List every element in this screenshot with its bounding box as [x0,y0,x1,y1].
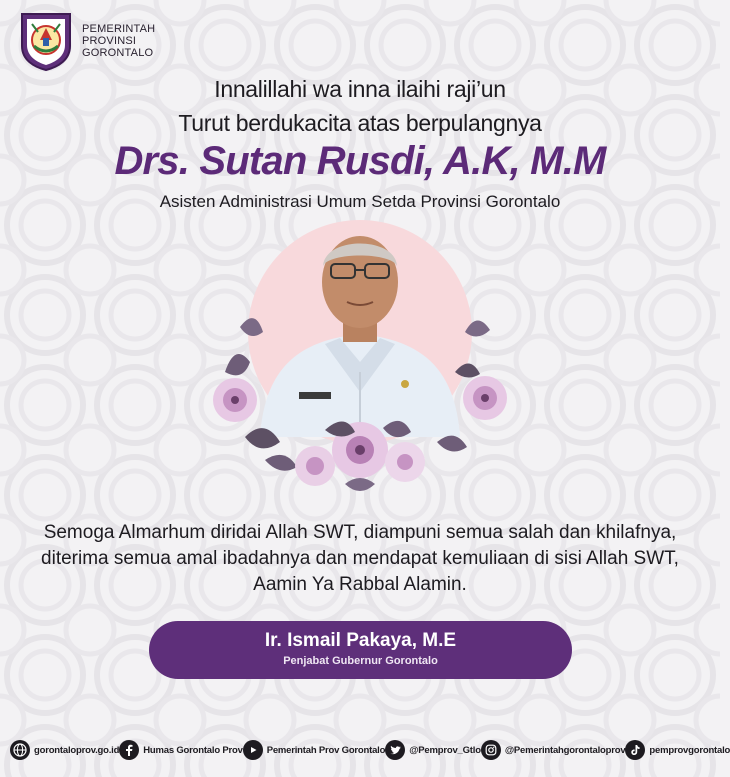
globe-icon [10,740,30,760]
footer-instagram[interactable] [481,740,626,760]
prayer-text [0,520,720,598]
twitter-icon [385,740,405,760]
portrait-with-flowers [205,222,515,512]
footer-label: gorontaloprov.go.id [34,744,120,756]
provincial-emblem-icon [18,10,74,72]
prayer-line: Semoga Almarhum diridai Allah SWT, diampuni semua salah dan khilafnya, [43,522,677,543]
footer-label: pemprovgorontalo [649,744,730,756]
tiktok-icon [625,740,645,760]
signer-banner [149,621,572,679]
signer-title: Penjabat Gubernur Gorontalo [283,655,438,667]
footer-tiktok[interactable] [625,740,730,760]
footer-label: Pemerintah Prov Gorontalo [266,744,386,756]
logo-line: PEMERINTAH [82,23,156,35]
footer-twitter[interactable] [385,740,481,760]
prayer-line: Aamin Ya Rabbal Alamin. [253,574,467,595]
social-footer [10,738,730,762]
signer-name: Ir. Ismail Pakaya, M.E [264,630,457,651]
facebook-icon [119,740,139,760]
logo-text [82,23,155,59]
footer-facebook[interactable] [119,740,242,760]
prayer-line: diterima semua amal ibadahnya dan mendapat kemuliaan di sisi Allah SWT, [41,548,679,569]
condolence-opening: Innalillahi wa inna ilaihi raji’un [214,76,506,102]
footer-label: Humas Gorontalo Prov [143,744,243,756]
footer-youtube[interactable] [243,740,386,760]
footer-label: @Pemerintahgorontaloprov [504,744,626,756]
footer-website[interactable] [10,740,119,760]
condolence-subtitle: Turut berdukacita atas berpulangnya [178,110,542,136]
youtube-icon [243,740,263,760]
deceased-position: Asisten Administrasi Umum Setda Provinsi Gorontalo [159,192,561,211]
deceased-name: Drs. Sutan Rusdi, A.K, M.M [114,139,606,183]
logo-line: PROVINSI [82,35,137,47]
logo-line: GORONTALO [82,47,154,59]
logo-block [18,10,155,72]
footer-label: @Pemprov_Gtlo [409,744,481,756]
instagram-icon [481,740,501,760]
